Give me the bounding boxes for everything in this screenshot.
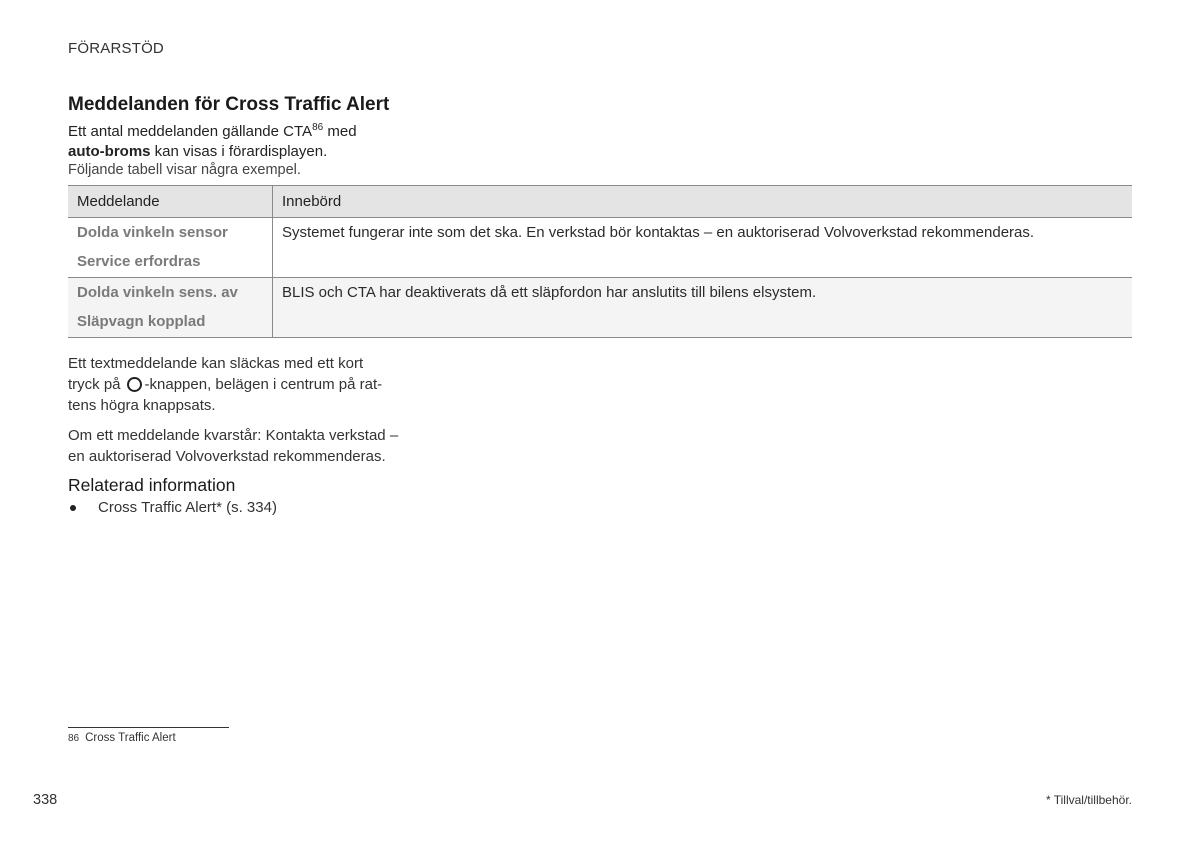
page-title: Meddelanden för Cross Traffic Alert <box>68 94 390 115</box>
page-number: 338 <box>33 792 58 808</box>
accessory-note: * Tillval/tillbehör. <box>1045 793 1132 807</box>
table-row <box>68 218 1132 278</box>
paragraph-line: en auktoriserad Volvoverkstad rekommenderas. <box>68 448 386 465</box>
list-item[interactable] <box>68 497 277 518</box>
meaning-cell <box>273 218 1133 278</box>
bullet-icon <box>70 505 76 511</box>
intro-text-end: kan visas i förardisplayen. <box>150 143 328 160</box>
message-line: Service erfordras <box>77 253 201 270</box>
paragraph-line: Om ett meddelande kvarstår: Kontakta verkstad – <box>68 427 399 444</box>
meaning-text: BLIS och CTA har deaktiverats då ett släpfordon har anslutits till bilens elsystem. <box>282 284 817 301</box>
table-header-row <box>68 186 1132 218</box>
message-line: Dolda vinkeln sens. av <box>77 284 238 301</box>
paragraph-line: tryck på <box>68 376 121 393</box>
paragraph-line: Ett textmeddelande kan släckas med ett kort <box>68 355 364 372</box>
footnote <box>68 732 176 744</box>
meaning-text: Systemet fungerar inte som det ska. En verkstad bör kontaktas – en auktoriserad Volvoverkstad rekommenderas. <box>282 224 1035 241</box>
intro-text-start: Ett antal meddelanden gällande CTA <box>68 123 313 140</box>
intro-bold-term: auto-broms <box>68 143 151 160</box>
related-link[interactable]: Cross Traffic Alert* (s. 334) <box>98 499 277 516</box>
message-cell <box>68 278 273 338</box>
column-header-meaning: Innebörd <box>273 186 1133 218</box>
meaning-cell <box>273 278 1133 338</box>
dismiss-message-paragraph <box>68 353 408 416</box>
paragraph-line: tens högra knappsats. <box>68 397 216 414</box>
message-cell <box>68 218 273 278</box>
footnote-number: 86 <box>68 733 80 744</box>
column-header-message: Meddelande <box>68 186 273 218</box>
intro-note: Följande tabell visar några exempel. <box>68 162 301 178</box>
footnote-text: Cross Traffic Alert <box>85 732 176 744</box>
circle-button-icon <box>127 377 142 392</box>
footnote-reference[interactable]: 86 <box>312 122 324 133</box>
message-line: Släpvagn kopplad <box>77 313 206 330</box>
intro-text-mid: med <box>323 123 357 140</box>
related-info-heading: Relaterad information <box>68 475 236 495</box>
related-info-list <box>68 497 277 518</box>
message-line: Dolda vinkeln sensor <box>77 224 228 241</box>
messages-table <box>68 185 1132 338</box>
intro-text <box>68 122 408 162</box>
section-label: FÖRARSTÖD <box>68 40 164 57</box>
persistent-message-paragraph <box>68 425 408 467</box>
table-row <box>68 278 1132 338</box>
footnote-divider <box>68 727 229 728</box>
paragraph-line: -knappen, belägen i centrum på rat- <box>144 376 383 393</box>
